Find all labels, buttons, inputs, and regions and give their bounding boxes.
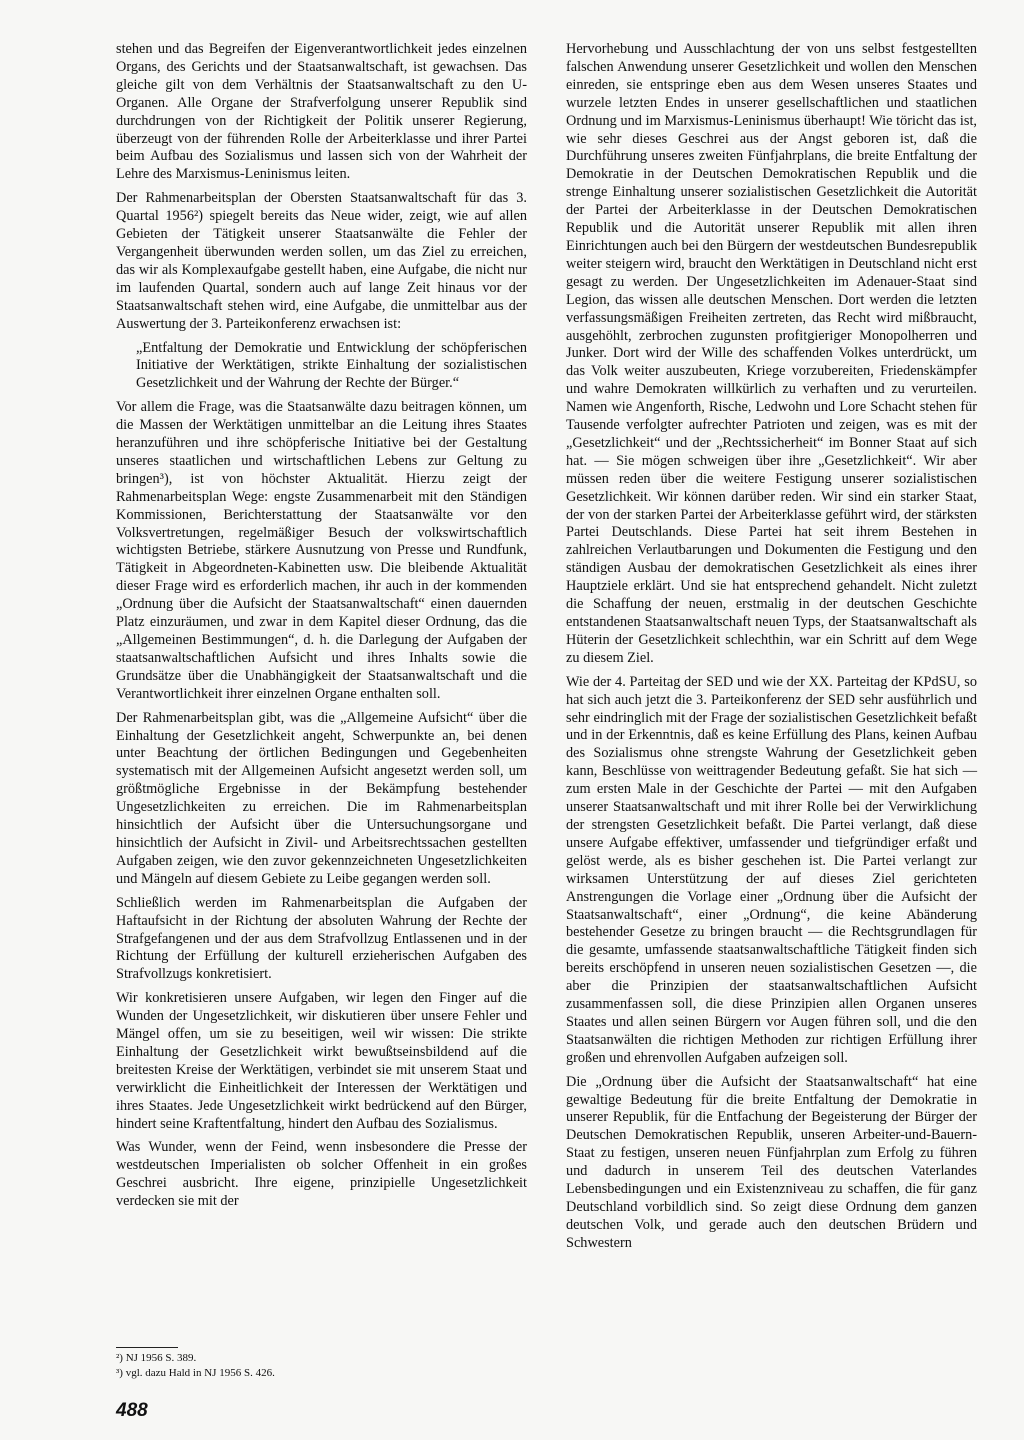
paragraph: Schließlich werden im Rahmenarbeitsplan die Aufgaben der Haftaufsicht in der Richtung der absoluten Wahrung der Rechte der Strafgefangenen und der aus dem Strafvollzug Entlassenen und in der Richtung der Erfüllung der kulturell erzieherischen Aufgaben des Strafvollzugs konkretisiert.	[116, 894, 527, 983]
page-number: 488	[116, 1400, 148, 1421]
quotation: „Entfaltung der Demokratie und Entwicklung der schöpferischen Initiative der Werktätigen, strikte Einhaltung der sozialistischen Gesetzlichkeit und der Wahrung der Rechte der Bürger.“	[136, 339, 527, 392]
footnote: ³) vgl. dazu Hald in NJ 1956 S. 426.	[116, 1367, 275, 1379]
right-column	[566, 41, 977, 1259]
paragraph: Der Rahmenarbeitsplan der Obersten Staatsanwaltschaft für das 3. Quartal 1956²) spiegelt bereits das Neue wider, zeigt, wie auf allen Gebieten der Tätigkeit unserer Staatsanwälte die Fehler der Vergangenheit überwunden werden sollen, um das Ziel zu erreichen, das wir als Komplexaufgabe gestellt haben, eine Aufgabe, die nicht nur im laufenden Quartal, sondern auch auf lange Zeit hinaus vor der Staatsanwaltschaft stehen wird, eine Aufgabe, die unmittelbar aus der Auswertung der 3. Parteikonferenz erwachsen ist:	[116, 190, 527, 332]
footnotes	[116, 1347, 527, 1381]
paragraph: Vor allem die Frage, was die Staatsanwälte dazu beitragen können, um die Massen der Werktätigen unmittelbar an die Leitung ihres Staates heranzuführen und ihre schöpferische Initiative bei der Gestaltung unseres staatlichen und wirtschaftlichen Lebens zur Geltung zu bringen³), ist von höchster Aktualität. Hierzu zeigt der Rahmenarbeitsplan Wege: engste Zusammenarbeit mit den Ständigen Kommissionen, Berichterstattung der Staatsanwälte vor den Volksvertretungen, regelmäßiger Besuch der volkswirtschaftlich wichtigsten Betriebe, stärkere Ausnutzung von Presse und Rundfunk, Tätigkeit in Abgeordneten-Kabinetten usw. Die bleibende Aktualität dieser Frage wird es erforderlich machen, ihr auch in der kommenden „Ordnung über die Aufsicht der Staatsanwaltschaft“ einen dauernden Platz einzuräumen, und zwar in dem Kapitel dieser Ordnung, das die „Allgemeinen Bestimmungen“, d. h. die Darlegung der Aufgaben der staatsanwaltschaftlichen Aufsicht und ihres Inhalts sowie die Grundsätze über die Unabhängigkeit der Staatsanwaltschaft und die Verantwortlichkeit ihrer einzelnen Organe enthalten soll.	[116, 399, 527, 702]
paragraph: Wie der 4. Parteitag der SED und wie der XX. Parteitag der KPdSU, so hat sich auch jetzt die 3. Parteikonferenz der SED sehr ausführlich und sehr eindringlich mit der Frage der sozialistischen Gesetzlichkeit befaßt und in der Erkenntnis, daß es keine Erfüllung des Plans, keinen Aufbau des Sozialismus ohne strengste Wahrung der Gesetzlichkeit geben kann, Beschlüsse von weittragender Bedeutung gefaßt. Sie hat sich — zum ersten Male in der Geschichte der Partei — mit den Aufgaben unserer Staatsanwaltschaft und mit ihrer Rolle bei der Verwirklichung der strengsten Gesetzlichkeit befaßt. Die Partei verlangt, daß diese unsere Aufgabe effektiver, umfassender und tiefgründiger erfaßt und gelöst werde, als es bisher geschehen ist. Die Partei verlangt zur wirksamen Unterstützung der auf dieses Ziel gerichteten Anstrengungen die Vorlage einer „Ordnung über die Aufsicht der Staatsanwaltschaft“, einer „Ordnung“, die keine Abänderung bestehender Gesetze zu bringen braucht — die Rechtsgrundlagen für die gesamte, umfassende staatsanwaltschaftliche Tätigkeit finden sich bereits erschöpfend in unseren neuen sozialistischen Gesetzen —, die aber die Prinzipien der staatsanwaltschaftlichen Aufsicht zusammenfassen soll, die diese Prinzipien allen Organen unseres Staates und allen seinen Bürgern vor Augen führen soll, und die den Staatsanwälten die richtigen Methoden zur richtigen Erfüllung ihrer großen und ehrenvollen Aufgaben aufzeigen soll.	[566, 673, 977, 1066]
left-column	[116, 41, 527, 1217]
paragraph: Wir konkretisieren unsere Aufgaben, wir legen den Finger auf die Wunden der Ungesetzlichkeit, wir diskutieren über unsere Fehler und Mängel offen, um sie zu beseitigen, weil wir wissen: Die strikte Einhaltung der Gesetzlichkeit wirkt bewußtseinsbildend auf die breitesten Kreise der Werktätigen, verbindet sie mit unserem Staat und verwirklicht die Einheitlichkeit der Interessen der Werktätigen und ihres Staates. Jede Ungesetzlichkeit wirkt bedrückend auf den Bürger, hindert seine Kraftentfaltung, hindert den Aufbau des Sozialismus.	[116, 990, 527, 1132]
paragraph: Die „Ordnung über die Aufsicht der Staatsanwaltschaft“ hat eine gewaltige Bedeutung für die breite Entfaltung der Demokratie in unserer Republik, für die Entfachung der Begeisterung der Bürger der Deutschen Demokratischen Republik, unseren Arbeiter-und-Bauern-Staat zu festigen, unseren neuen Fünfjahrplan zum Erfolg zu führen und dadurch in unserem Teil des deutschen Vaterlandes Lebensbedingungen und ein Existenzniveau zu schaffen, die für ganz Deutschland vorbildlich sind. So zeigt diese Ordnung dem ganzen deutschen Volk, und gerade auch den deutschen Brüdern und Schwestern	[566, 1073, 977, 1251]
footnote-rule	[116, 1347, 178, 1348]
footnote: ²) NJ 1956 S. 389.	[116, 1352, 197, 1364]
paragraph: stehen und das Begreifen der Eigenverantwortlichkeit jedes einzelnen Organs, des Gerichts und der Staatsanwaltschaft, ist gewachsen. Das gleiche gilt von dem Verhältnis der Staatsanwaltschaft zu den U-Organen. Alle Organe der Strafverfolgung unserer Republik sind durchdrungen von der Richtigkeit der Politik unserer Regierung, überzeugt von der führenden Rolle der Arbeiterklasse und ihrer Partei beim Aufbau des Sozialismus und lassen sich von der Wahrheit der Lehre des Marxismus-Leninismus leiten.	[116, 41, 527, 183]
paragraph: Was Wunder, wenn der Feind, wenn insbesondere die Presse der westdeutschen Imperialisten ob solcher Offenheit in ein großes Geschrei ausbricht. Ihre eigene, prinzipielle Ungesetzlichkeit verdecken sie mit der	[116, 1139, 527, 1210]
paragraph: Der Rahmenarbeitsplan gibt, was die „Allgemeine Aufsicht“ über die Einhaltung der Gesetzlichkeit angeht, Schwerpunkte an, bei denen unter Beachtung der örtlichen Bedingungen und Gegebenheiten systematisch mit der Allgemeinen Aufsicht angesetzt werden soll, um größtmögliche Ergebnisse in der Bekämpfung bestehender Ungesetzlichkeiten zu erreichen. Die im Rahmenarbeitsplan hinsichtlich der Aufsicht über die Untersuchungsorgane und hinsichtlich der Aufsicht in Zivil- und Arbeitsrechtssachen gestellten Aufgaben zeigen, wie den zuvor gekennzeichneten Ungesetzlichkeiten und Mängeln auf diesem Gebiete zu Leibe gegangen werden soll.	[116, 709, 527, 887]
paragraph: Hervorhebung und Ausschlachtung der von uns selbst festgestellten falschen Anwendung unserer Gesetzlichkeit und wollen den Menschen einreden, sie entspringe eben aus dem Wesen unseres Staates und wurzele letzten Endes in unserer gesellschaftlichen und staatlichen Ordnung und im Marxismus-Leninismus überhaupt! Wie töricht das ist, wie sehr dieses Geschrei aus der Angst geboren ist, daß die Durchführung unseres zweiten Fünfjahrplans, die breite Entfaltung der Demokratie in der Deutschen Demokratischen Republik und die strenge Einhaltung unserer sozialistischen Gesetzlichkeit die Autorität der Partei der Arbeiterklasse in der Deutschen Demokratischen Republik und die Autorität unserer Republik mit allen ihren Einrichtungen auch bei den Bürgern der westdeutschen Bundesrepublik weiter steigern wird, braucht den Werktätigen in Deutschland nicht erst gesagt zu werden. Der Ungesetzlichkeiten im Adenauer-Staat sind Legion, das wissen alle deutschen Menschen. Dort werden die letzten verfassungsmäßigen Freiheiten zertreten, das Recht wird mißbraucht, ausgehöhlt, zerbrochen zugunsten profitgieriger Monopolherren und Junker. Dort wird der Wille des schaffenden Volkes unterdrückt, um das Volk weiter auszubeuten, Kriege vorzubereiten, Friedenskämpfer und wahre Demokraten willkürlich zu verhaften und zu verurteilen. Namen wie Angenforth, Rische, Ledwohn und Lore Schacht stehen für Tausende verfolgter aufrechter Patrioten und zeigen, was es mit der „Gesetzlichkeit“ und der „Rechtssicherheit“ im Bonner Staat auf sich hat. — Sie mögen schweigen über ihre „Gesetzlichkeit“. Wir aber müssen reden über die weitere Festigung unserer sozialistischen Gesetzlichkeit. Wir können darüber reden. Wir sind ein starker Staat, der von der starken Partei der Arbeiterklasse geführt wird, der stärksten Partei Deutschlands. Diese Partei hat seit ihrem Bestehen in zahlreichen Verlautbarungen und Dokumenten die Festigung und den ständigen Ausbau der demokratischen Gesetzlichkeit als eines ihrer Hauptziele erklärt. Und sie hat entsprechend gehandelt. Nicht zuletzt die Schaffung der neuen, erstmalig in der deutschen Geschichte entstandenen Staatsanwaltschaft neuen Typs, der Staatsanwaltschaft als Hüterin der Gesetzlichkeit schlechthin, war ein Schritt auf dem Wege zu diesem Ziel.	[566, 41, 977, 666]
